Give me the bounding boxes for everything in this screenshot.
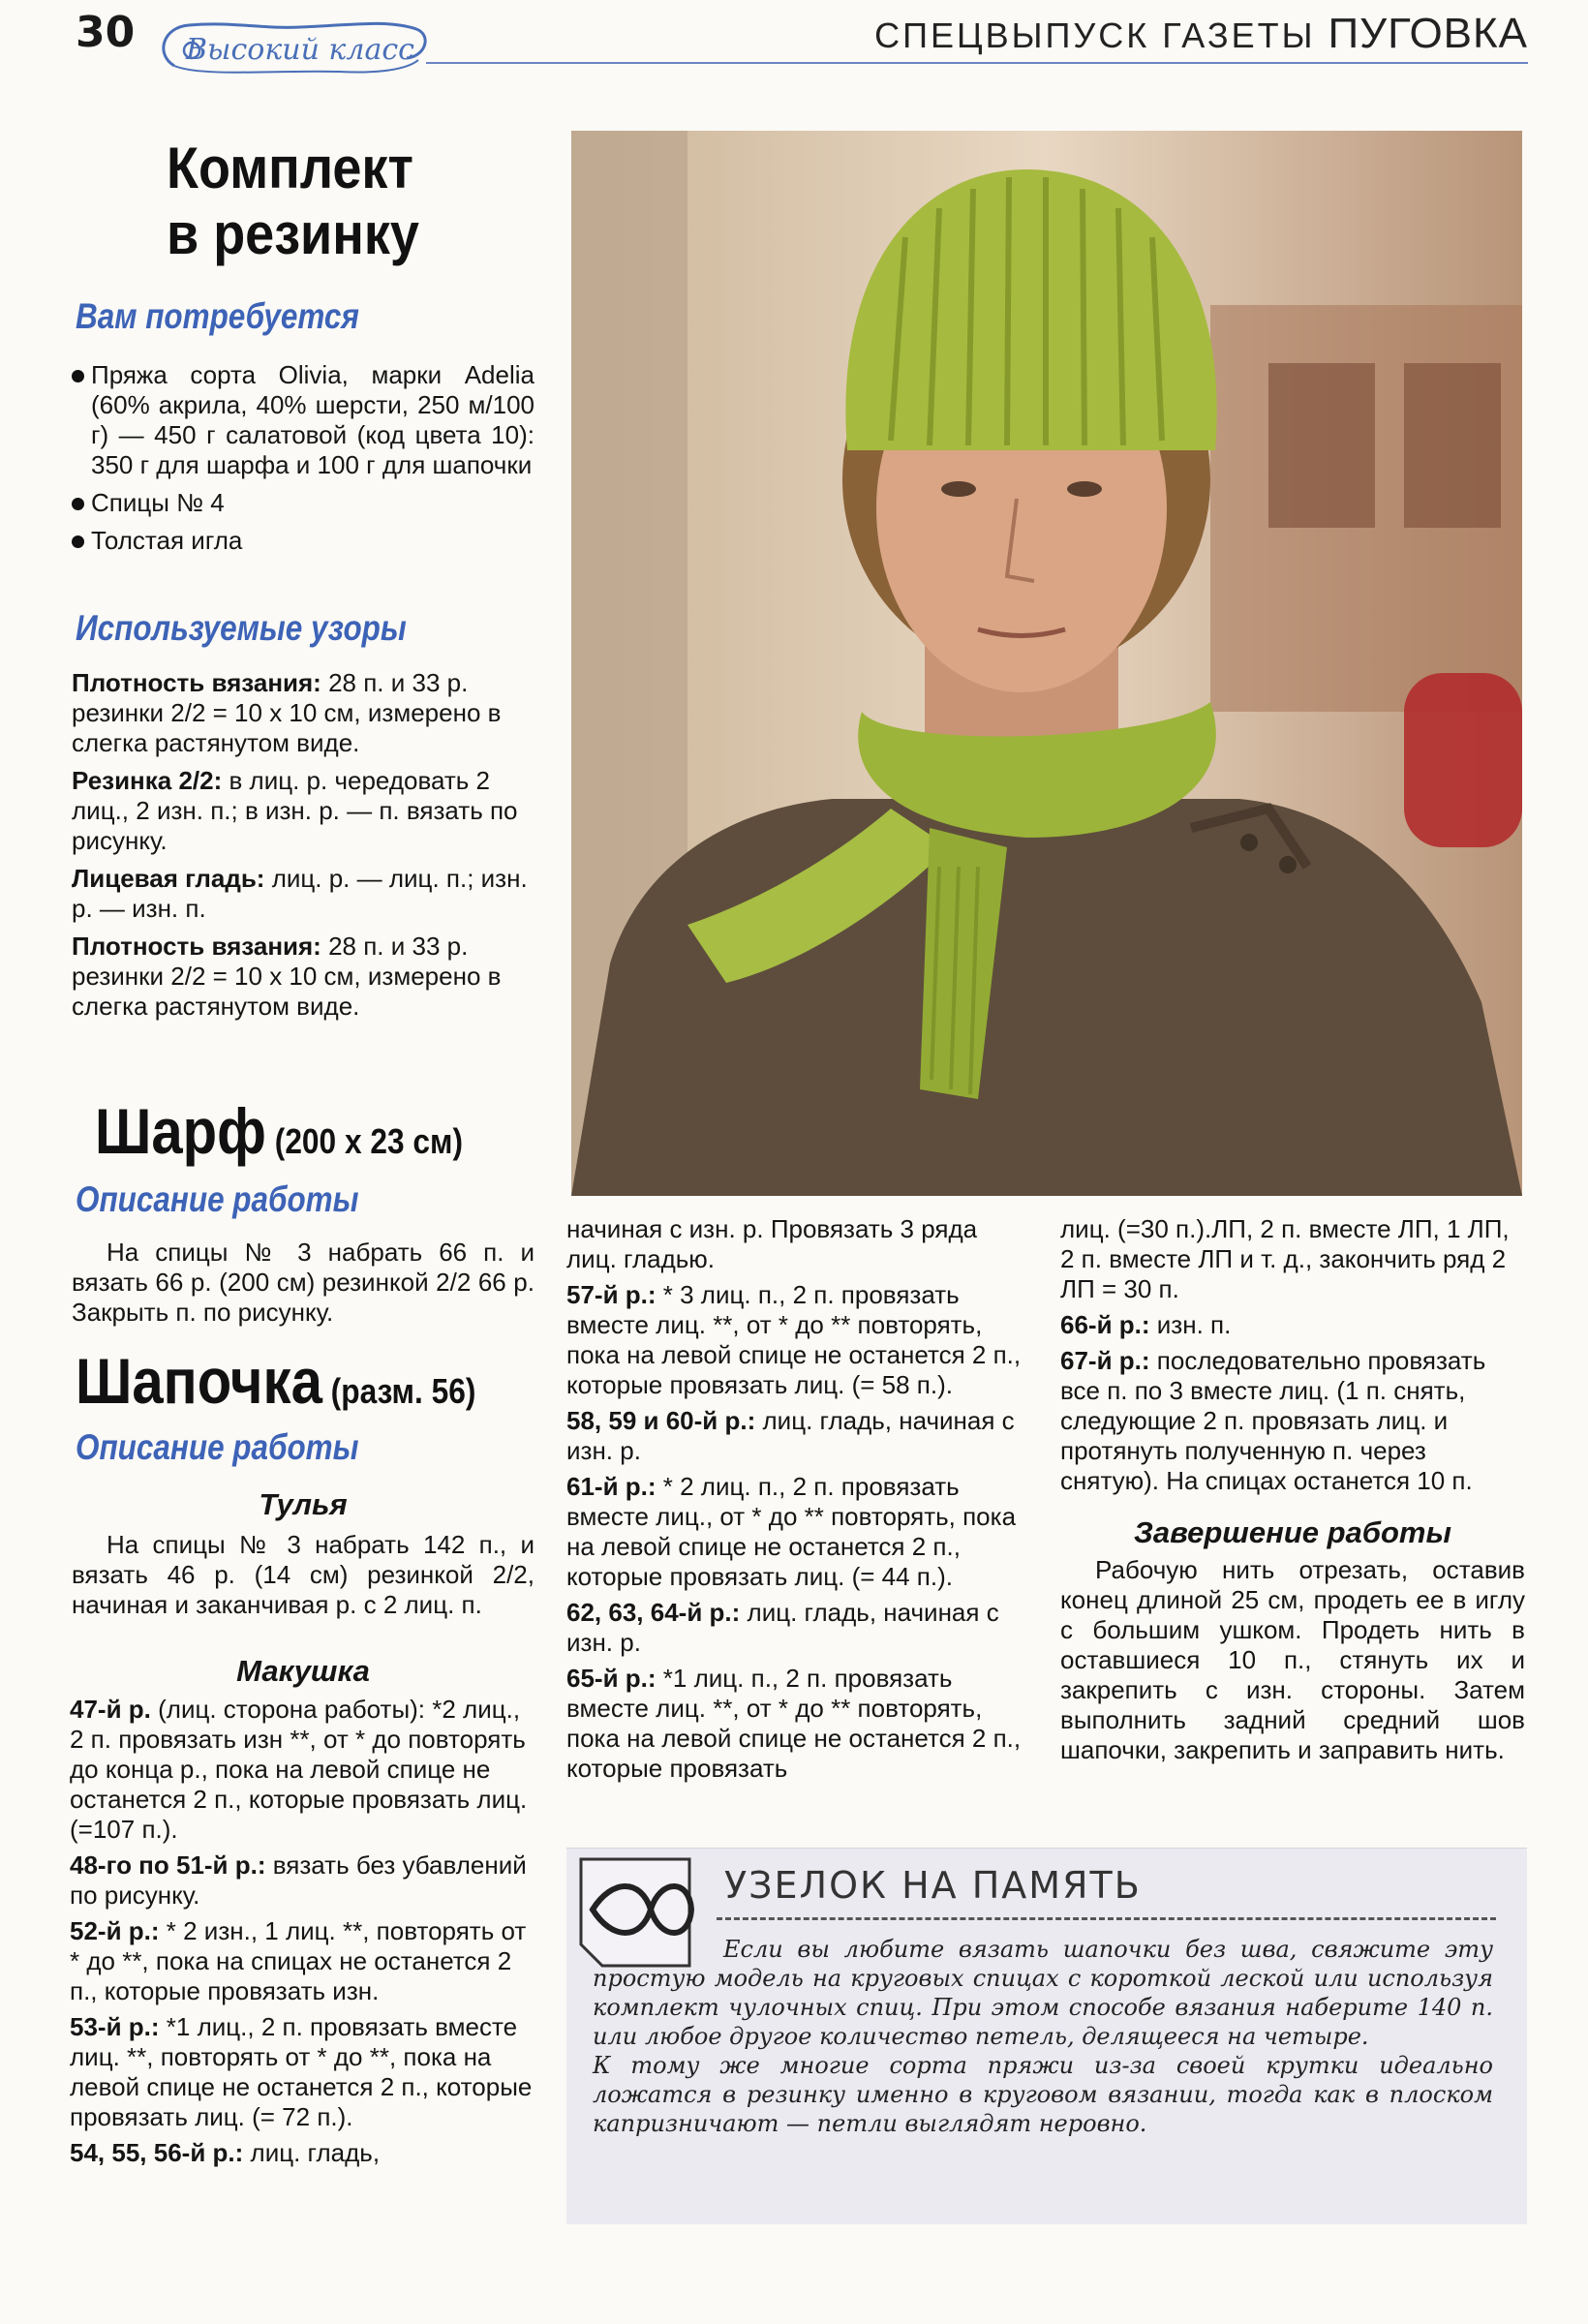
row-text: *1 лиц., 2 п. провязать вместе лиц. **, повторять от * до **, пока на левой спице не останется 2 п., которые провязать лиц. (= 72 п.).: [70, 2012, 533, 2131]
hat-desc-heading: Описание работы: [76, 1427, 359, 1467]
materials-heading: Вам потребуется: [76, 296, 359, 336]
row-label: 54, 55, 56-й р.:: [70, 2138, 244, 2167]
scarf-desc-heading: Описание работы: [76, 1179, 359, 1219]
tulya-text: На спицы № 3 набрать 142 п., и вязать 46 р. (14 см) резинкой 2/2, начиная и заканчивая р. с 2 лиц. п.: [72, 1530, 534, 1619]
scarf-description: На спицы № 3 набрать 66 п. и вязать 66 р. (200 см) резинкой 2/2 66 р. Закрыть п. по рисунку.: [72, 1238, 534, 1327]
pattern-text: 28 п. и 33 р. резинки 2/2 = 10 х 10 см, измерено в слегка растянутом виде.: [72, 668, 502, 757]
patterns-heading: Используемые узоры: [76, 608, 407, 648]
tip-title: УЗЕЛОК НА ПАМЯТЬ: [724, 1864, 1142, 1907]
scarf-title-text: Шарф: [95, 1095, 266, 1167]
header-divider: [426, 62, 1528, 64]
row-instruction: [1060, 1310, 1525, 1340]
row-label: 48-го по 51-й р.:: [70, 1850, 266, 1880]
rows-left-column: [70, 1695, 538, 2168]
row-instruction: [566, 1406, 1029, 1466]
scarf-title: [95, 1094, 463, 1168]
rubric-badge: [145, 6, 436, 83]
row-label: 61-й р.:: [566, 1472, 657, 1501]
pattern-text: в лиц. р. чередовать 2 лиц., 2 изн. п.; в изн. р. — п. вязать по рисунку.: [72, 766, 518, 855]
rows-right-intro: лиц. (=30 п.).ЛП, 2 п. вместе ЛП, 1 ЛП, 2 п. вместе ЛП и т. д., закончить ряд 2 ЛП = 30 п.: [1060, 1214, 1510, 1303]
tip-paragraph-2: К тому же многие сорта пряжи из-за своей крутки идеально ложатся в резинку именно в круговом вязании, тогда как в плоском капризничают — петли выглядят неровно.: [593, 2052, 1493, 2137]
hat-title-text: Шапочка: [76, 1345, 322, 1417]
page-number: 30: [76, 8, 136, 57]
row-instruction: [70, 2138, 538, 2168]
row-text: (лиц. сторона работы): *2 лиц., 2 п. провязать изн **, от * до повторять до конца р., пока на левой спице не останется 2 п., которые провязать лиц. (=107 п.).: [70, 1695, 528, 1844]
finish-heading: Завершение работы: [1134, 1515, 1451, 1549]
row-instruction: [70, 1850, 538, 1911]
row-label: 67-й р.:: [1060, 1346, 1150, 1375]
hat-title: [76, 1344, 475, 1418]
tip-paragraph-1: Если вы любите вязать шапочки без шва, свяжите эту простую модель на круговых спицах с короткой леской или используя комплект чулочных спиц. При этом способе вязания наберите 140 п. или любое другое количество петель, делящееся на четыре.: [593, 1936, 1493, 2050]
pattern-label: Резинка 2/2:: [72, 766, 223, 795]
row-text: *1 лиц. п., 2 п. провязать вместе лиц. **, от * до ** повторять, пока на левой спице не останется 2 п., которые провязать: [566, 1664, 1022, 1783]
hat-size: (разм. 56): [321, 1371, 476, 1411]
finish-text: Рабочую нить отрезать, оставив конец длиной 25 см, продеть ее в иглу с большим ушком. Продеть нить в оставшиеся 10 п., стянуть их и закрепить с изн. стороны. Затем выполнить задний средний шов шапочки, закрепить и заправить нить.: [1060, 1555, 1525, 1764]
row-instruction: [70, 2012, 538, 2132]
material-item: Толстая игла: [70, 526, 534, 556]
row-text: лиц. гладь,: [243, 2138, 381, 2167]
rows-right-column: [1060, 1214, 1525, 1765]
material-item: Пряжа сорта Olivia, марки Adelia (60% акрила, 40% шерсти, 250 м/100 г) — 450 г салатовой (код цвета 10): 350 г для шарфа и 100 г для шапочки: [70, 360, 534, 480]
pattern-item: [72, 864, 534, 924]
article-title: [167, 136, 419, 267]
row-label: 65-й р.:: [566, 1664, 657, 1693]
row-instruction: [566, 1598, 1029, 1658]
row-instruction: [70, 1695, 538, 1845]
title-line-2: в резинку: [167, 201, 419, 266]
pattern-item: [72, 668, 534, 758]
row-text: лиц. гладь, начиная с изн. р.: [566, 1598, 999, 1657]
row-instruction: [566, 1472, 1029, 1592]
row-instruction: [1060, 1346, 1525, 1496]
makushka-heading: Макушка: [236, 1654, 370, 1688]
title-line-1: Комплект: [167, 136, 413, 200]
tulya-heading: Тулья: [259, 1487, 348, 1521]
row-label: 47-й р.: [70, 1695, 151, 1724]
pattern-text: 28 п. и 33 р. резинки 2/2 = 10 х 10 см, измерено в слегка растянутом виде.: [72, 932, 502, 1021]
row-instruction: [566, 1280, 1029, 1400]
row-label: 58, 59 и 60-й р.:: [566, 1406, 756, 1435]
row-text: лиц. гладь, начиная с изн. р.: [566, 1406, 1015, 1465]
model-photo: [571, 131, 1522, 1196]
rows-middle-intro: начиная с изн. р. Провязать 3 ряда лиц. гладью.: [566, 1214, 978, 1273]
row-label: 53-й р.:: [70, 2012, 160, 2041]
man-in-hat-and-scarf-illustration: [571, 131, 1522, 1196]
row-instruction: [70, 1916, 538, 2006]
material-item: Спицы № 4: [70, 488, 534, 518]
row-text: вязать без убавлений по рисунку.: [70, 1850, 527, 1910]
row-text: * 2 изн., 1 лиц. **, повторять от * до **, пока на спицах не останется 2 п., которые провязать изн.: [70, 1916, 527, 2005]
row-text: * 3 лиц. п., 2 п. провязать вместе лиц. **, от * до ** повторять, пока на левой спице не останется 2 п., которые провязать лиц. (= 58 п.).: [566, 1280, 1022, 1399]
publication-header: [874, 10, 1528, 58]
publication-prefix: СПЕЦВЫПУСК ГАЗЕТЫ: [874, 15, 1328, 55]
pattern-item: [72, 766, 534, 856]
rubric-label: Высокий класс: [186, 33, 414, 67]
tip-divider: [717, 1917, 1496, 1920]
pattern-label: Плотность вязания:: [72, 668, 321, 697]
row-instruction: [566, 1664, 1029, 1784]
scarf-size: (200 х 23 см): [265, 1121, 464, 1161]
row-text: последовательно провязать все п. по 3 вместе лиц. (1 п. снять, следующие 2 п. провязать лиц. и протянуть полученную п. через снятую). На спицах останется 10 п.: [1060, 1346, 1486, 1495]
pattern-text: лиц. р. — лиц. п.; изн. р. — изн. п.: [72, 864, 528, 923]
pattern-label: Плотность вязания:: [72, 932, 321, 961]
row-label: 62, 63, 64-й р.:: [566, 1598, 741, 1627]
pattern-label: Лицевая гладь:: [72, 864, 265, 893]
row-label: 52-й р.:: [70, 1916, 160, 1945]
row-label: 57-й р.:: [566, 1280, 657, 1309]
pattern-item: [72, 932, 534, 1022]
row-label: 66-й р.:: [1060, 1310, 1150, 1339]
row-text: изн. п.: [1149, 1310, 1232, 1339]
publication-name: ПУГОВКА: [1328, 10, 1528, 57]
tip-body: [593, 1935, 1493, 2138]
patterns-list: [72, 668, 534, 1022]
row-text: * 2 лиц. п., 2 п. провязать вместе лиц., от * до ** повторять, пока на левой спице не останется 2 п., которые провязать лиц. (= 44 п.).: [566, 1472, 1017, 1591]
rows-middle-column: [566, 1214, 1029, 1784]
materials-list: [70, 360, 534, 556]
